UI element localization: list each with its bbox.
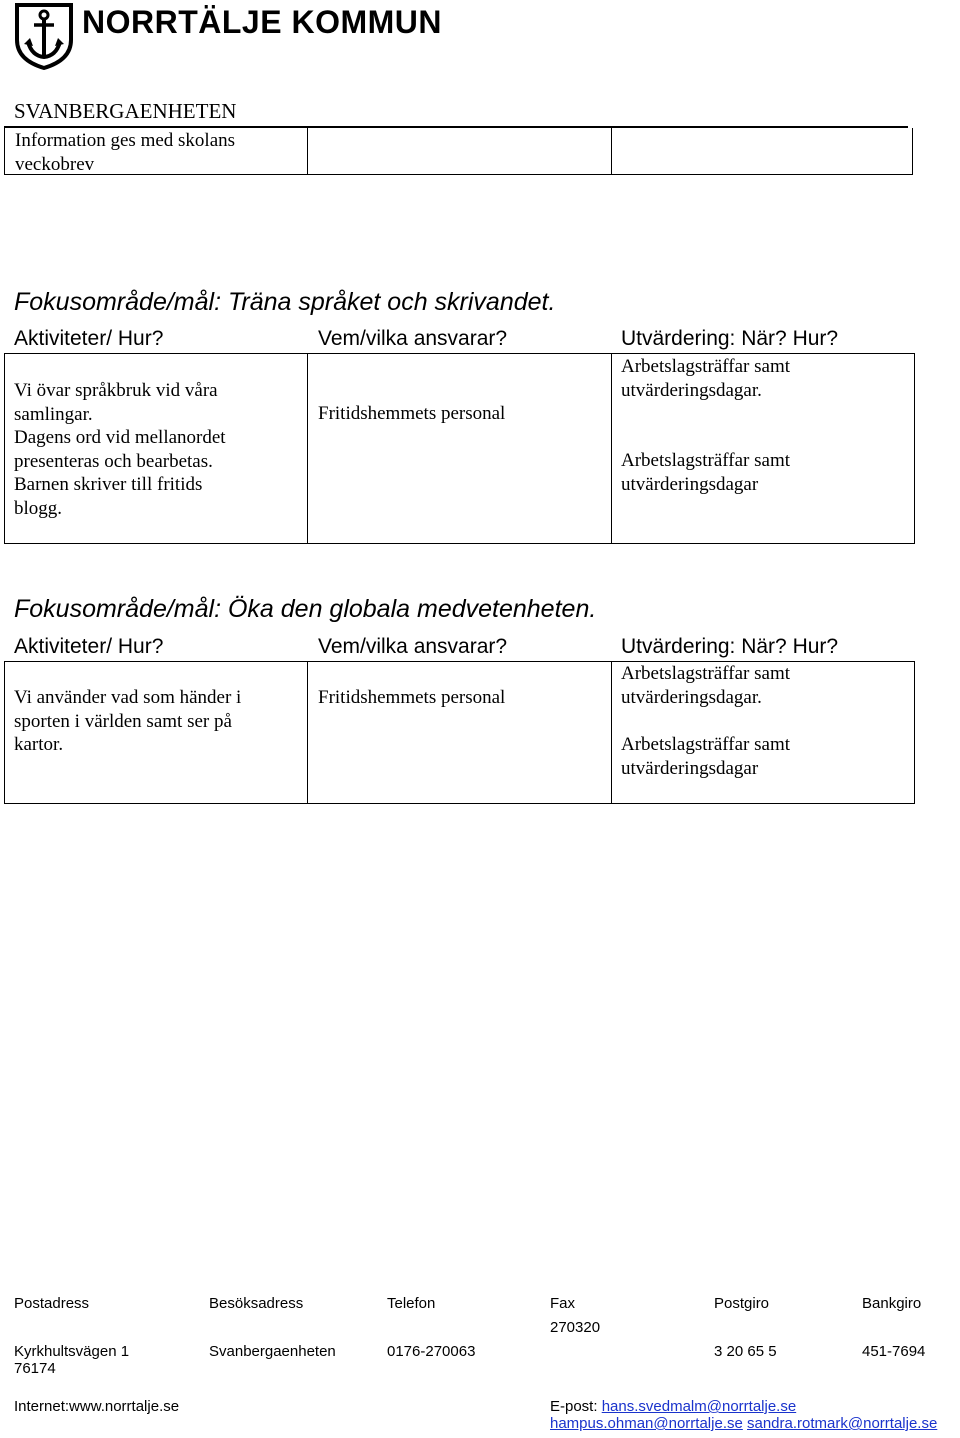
footer-postgiro: 3 20 65 5: [714, 1343, 777, 1360]
col-header-activities-1: Aktiviteter/ Hur?: [14, 327, 164, 350]
footer-label-fax: Fax: [550, 1295, 576, 1312]
section-table-2: [4, 662, 915, 804]
col-header-responsible-2: Vem/vilka ansvarar?: [318, 635, 508, 658]
info-empty-cell: [308, 128, 612, 174]
evaluation-line: utvärderingsdagar.: [621, 686, 762, 708]
col-header-evaluation-2: Utvärdering: När? Hur?: [621, 635, 839, 658]
activity-line: Dagens ord vid mellanordet: [14, 427, 226, 448]
evaluation-line: Arbetslagsträffar samt: [621, 734, 791, 755]
unit-name: SVANBERGAENHETEN: [14, 99, 237, 123]
focus-title-2: Fokusområde/mål: Öka den globala medvetenheten.: [14, 595, 597, 623]
evaluation-cell-2: [621, 662, 790, 780]
footer-label-postgiro: Postgiro: [714, 1295, 770, 1312]
evaluation-line: utvärderingsdagar: [621, 757, 759, 779]
column-divider: [611, 662, 612, 803]
footer-bankgiro: 451-7694: [862, 1343, 926, 1360]
activity-line: kartor.: [14, 734, 64, 755]
footer-label-bankgiro: Bankgiro: [862, 1295, 922, 1312]
info-table: [4, 128, 913, 175]
column-divider: [307, 354, 308, 543]
column-divider: [611, 354, 612, 543]
focus-title-1: Fokusområde/mål: Träna språket och skrivandet.: [14, 288, 556, 316]
evaluation-line: Arbetslagsträffar samt: [621, 663, 791, 684]
activity-line: blogg.: [14, 497, 63, 519]
footer-phone: 0176-270063: [387, 1343, 476, 1360]
activity-line: Barnen skriver till fritids: [14, 474, 203, 495]
evaluation-line: Arbetslagsträffar samt: [621, 450, 791, 471]
activity-line: Vi använder vad som händer i: [14, 687, 242, 708]
col-header-activities-2: Aktiviteter/ Hur?: [14, 635, 164, 658]
email-link-sandra[interactable]: sandra.rotmark@norrtalje.se: [747, 1415, 938, 1432]
footer-internet: Internet:www.norrtalje.se: [14, 1398, 180, 1415]
activity-line: samlingar.: [14, 403, 93, 425]
responsible-cell-1: Fritidshemmets personal: [318, 403, 506, 424]
column-divider: [307, 662, 308, 803]
evaluation-line: utvärderingsdagar: [621, 473, 759, 495]
section-table-1: [4, 354, 915, 544]
footer-postal-address: Kyrkhultsvägen 1: [14, 1343, 130, 1360]
evaluation-line: utvärderingsdagar.: [621, 379, 762, 401]
email-label: E-post:: [550, 1398, 598, 1415]
activity-line: presenteras och bearbetas.: [14, 450, 213, 472]
activities-cell-1: [14, 379, 226, 520]
footer-visiting-address: Svanbergaenheten: [209, 1343, 336, 1360]
footer-email-block: [550, 1398, 796, 1415]
org-name: NORRTÄLJE KOMMUN: [82, 4, 442, 40]
col-header-responsible-1: Vem/vilka ansvarar?: [318, 327, 508, 350]
evaluation-line: Arbetslagsträffar samt: [621, 356, 791, 377]
evaluation-cell-1: [621, 355, 790, 496]
activity-line: Vi övar språkbruk vid våra: [14, 380, 218, 401]
anchor-shield-logo-icon: [14, 2, 74, 70]
footer-label-phone: Telefon: [387, 1295, 436, 1312]
info-text: Information ges med skolans veckobrev: [5, 128, 308, 174]
email-link-hans[interactable]: hans.svedmalm@norrtalje.se: [601, 1398, 797, 1415]
footer-postal-code: 76174: [14, 1360, 56, 1377]
responsible-cell-2: Fritidshemmets personal: [318, 687, 506, 708]
email-link-hampus[interactable]: hampus.ohman@norrtalje.se: [550, 1415, 743, 1432]
footer-email-block-2: [550, 1415, 937, 1432]
activities-cell-2: [14, 686, 241, 757]
footer-fax: 270320: [550, 1319, 601, 1336]
col-header-evaluation-1: Utvärdering: När? Hur?: [621, 327, 839, 350]
footer-label-visiting: Besöksadress: [209, 1295, 304, 1312]
activity-line: sporten i världen samt ser på: [14, 710, 232, 732]
footer-label-postal: Postadress: [14, 1295, 90, 1312]
